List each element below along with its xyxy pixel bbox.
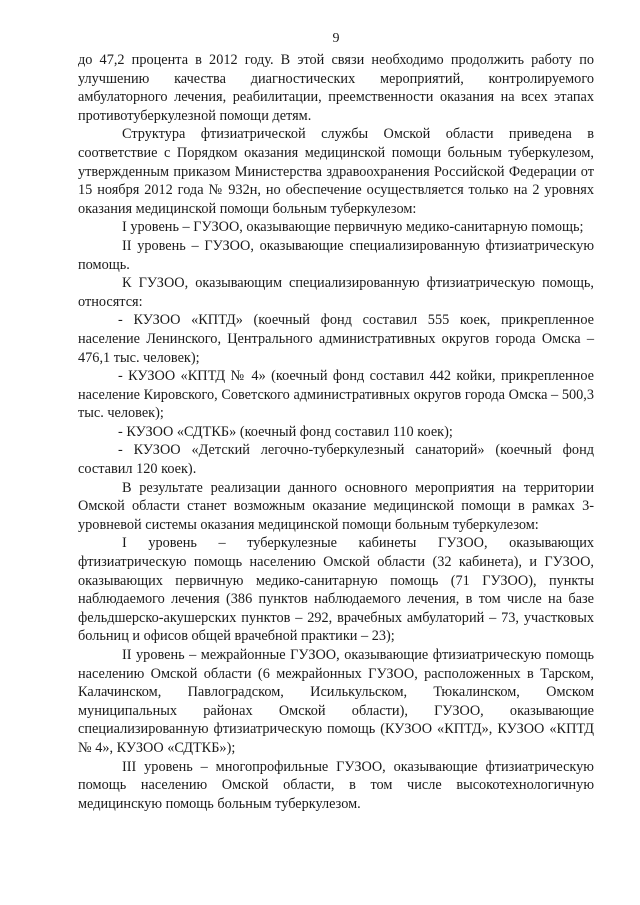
paragraph: до 47,2 процента в 2012 году. В этой связи необходимо продолжить работу по улучшению качества диагностических мероприятий, контролируемого амбулаторного лечения, реабилитации, преемственности оказания на всех этапах противотуберкулезной помощи детям. bbox=[78, 52, 594, 124]
paragraph: II уровень – межрайонные ГУЗОО, оказывающие фтизиатрическую помощь населению Омской области (6 межрайонных ГУЗОО, расположенных в Тарском, Калачинском, Павлоградском, Исилькульском, Тюкалинском, Омском муниципальных районах Омской области), ГУЗОО, оказывающие специализированную фтизиатрическую помощь (КУЗОО «КПТД», КУЗОО «КПТД № 4», КУЗОО «СДТКБ»); bbox=[78, 647, 594, 756]
list-item: - КУЗОО «КПТД» (коечный фонд составил 555 коек, прикрепленное население Ленинского, Центрального административных округов города Омска – 476,1 тыс. человек); bbox=[78, 312, 594, 366]
paragraph: I уровень – туберкулезные кабинеты ГУЗОО, оказывающих фтизиатрическую помощь населению Омской области (32 кабинета), и ГУЗОО, оказывающих первичную медико-санитарную помощь (71 ГУЗОО), пункты наблюдаемого лечения (386 пунктов наблюдаемого лечения, в том числе на базе фельдшерско-акушерских пунктов – 292, врачебных амбулаторий – 73, участковых больниц и офисов общей врачебной практики – 23); bbox=[78, 535, 594, 645]
list-item: - КУЗОО «Детский легочно-туберкулезный санаторий» (коечный фонд составил 120 коек). bbox=[78, 442, 594, 478]
paragraph: Структура фтизиатрической службы Омской области приведена в соответствие с Порядком оказания медицинской помощи больным туберкулезом, утвержденным приказом Министерства здравоохранения Российской Федерации от 15 ноября 2012 года № 932н, но обеспечение осуществляется только на 2 уровнях оказания медицинской помощи больным туберкулезом: bbox=[78, 126, 594, 217]
paragraph: III уровень – многопрофильные ГУЗОО, оказывающие фтизиатрическую помощь населению Омской области, в том числе высокотехнологичную медицинскую помощь больным туберкулезом. bbox=[78, 758, 594, 812]
paragraph: I уровень – ГУЗОО, оказывающие первичную медико-санитарную помощь; bbox=[122, 219, 584, 236]
paragraph: II уровень – ГУЗОО, оказывающие специализированную фтизиатрическую помощь. bbox=[78, 237, 594, 273]
list-item: - КУЗОО «СДТКБ» (коечный фонд составил 110 коек); bbox=[118, 423, 453, 440]
list-item: - КУЗОО «КПТД № 4» (коечный фонд составил 442 койки, прикрепленное население Кировского, Советского административных округов города Омска – 500,3 тыс. человек); bbox=[78, 368, 594, 422]
page-number: 9 bbox=[332, 31, 340, 46]
paragraph: К ГУЗОО, оказывающим специализированную фтизиатрическую помощь, относятся: bbox=[78, 275, 594, 310]
document-body bbox=[78, 51, 594, 813]
paragraph: В результате реализации данного основного мероприятия на территории Омской области станет возможным оказание медицинской помощи в рамках 3-уровневой системы оказания медицинской помощи больным туберкулезом: bbox=[78, 479, 594, 533]
